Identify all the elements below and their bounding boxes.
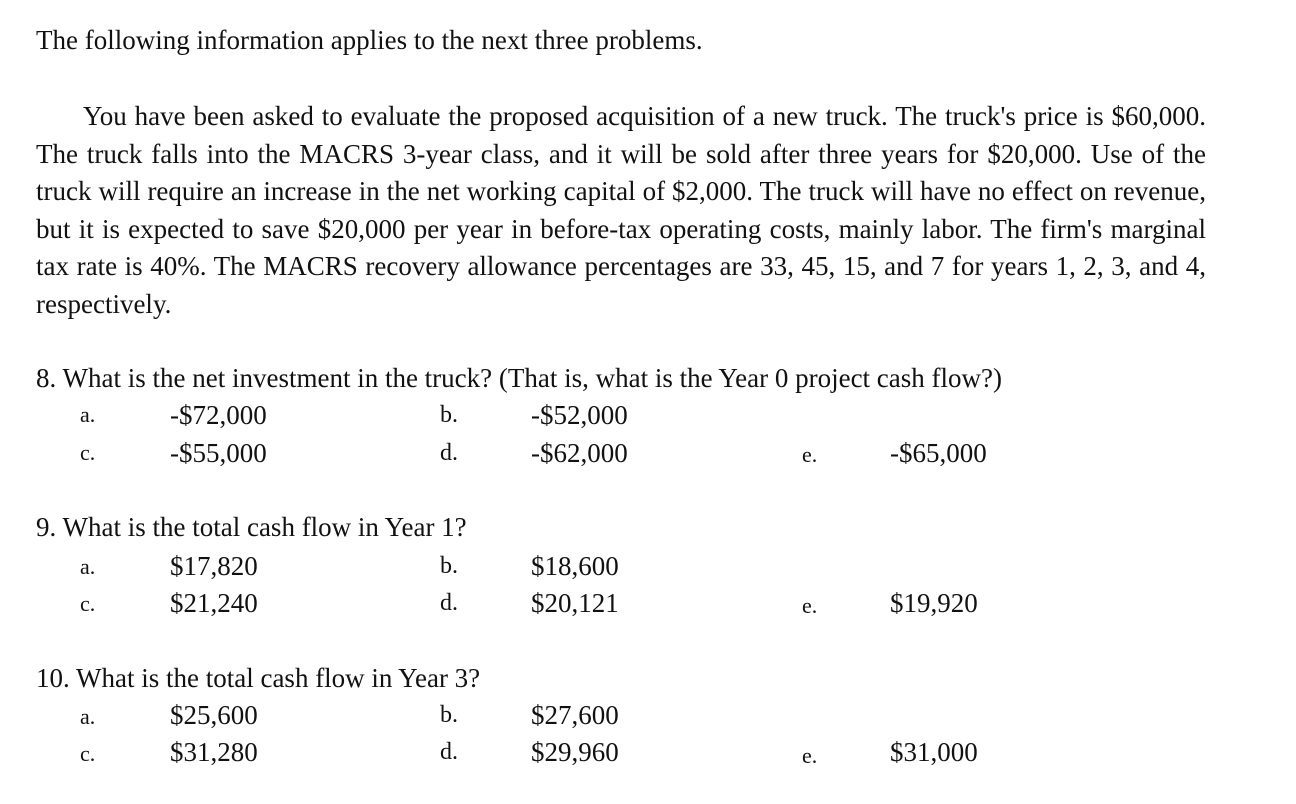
q8-option-b-letter: b. [440,402,458,428]
q10-option-d-letter: d. [440,739,458,765]
q9-option-b-value: $18,600 [531,551,619,581]
q9-option-c-value: $21,240 [170,588,258,618]
q8-option-a-letter: a. [80,402,96,427]
q10-option-a-letter: a. [80,704,96,729]
q10-option-c-letter: c. [80,741,96,766]
question-9: 9. What is the total cash flow in Year 1? [36,512,467,542]
q9-option-e-letter: e. [802,593,818,618]
question-8: 8. What is the net investment in the truck? (That is, what is the Year 0 project cash flow?) [36,363,1003,393]
q9-option-d-value: $20,121 [531,588,619,618]
q9-option-a-value: $17,820 [170,551,258,581]
q9-option-c-letter: c. [80,591,96,616]
q10-option-e-value: $31,000 [890,737,978,767]
q10-option-e-letter: e. [802,743,818,768]
q8-option-e-value: -$65,000 [890,438,987,468]
q8-option-d-letter: d. [440,440,458,466]
q8-option-e-letter: e. [802,442,818,467]
q9-option-b-letter: b. [440,553,458,579]
q9-option-a-letter: a. [80,554,96,579]
q8-option-d-value: -$62,000 [531,438,628,468]
q9-option-e-value: $19,920 [890,588,978,618]
q10-option-c-value: $31,280 [170,737,258,767]
question-10: 10. What is the total cash flow in Year 3? [36,663,481,693]
q9-option-d-letter: d. [440,590,458,616]
problem-paragraph: You have been asked to evaluate the proposed acquisition of a new truck. The truck's price is $60,000. The truck falls into the MACRS 3-year class, and it will be sold after three years for $20,000. Use of the truck will require an increase in the net working capital of $2,000. The truck will have no effect on revenue, but it is expected to save $20,000 per year in before-tax operating costs, mainly labor. The firm's marginal tax rate is 40%. The MACRS recovery allowance percentages are 33, 45, 15, and 7 for years 1, 2, 3, and 4, respectively. [36,101,1206,319]
q10-option-a-value: $25,600 [170,700,258,730]
q10-option-b-letter: b. [440,702,458,728]
q10-option-d-value: $29,960 [531,737,619,767]
intro-heading: The following information applies to the next three problems. [36,25,703,55]
q8-option-a-value: -$72,000 [170,400,267,430]
q10-option-b-value: $27,600 [531,700,619,730]
q8-option-b-value: -$52,000 [531,400,628,430]
q8-option-c-value: -$55,000 [170,438,267,468]
q8-option-c-letter: c. [80,440,96,465]
